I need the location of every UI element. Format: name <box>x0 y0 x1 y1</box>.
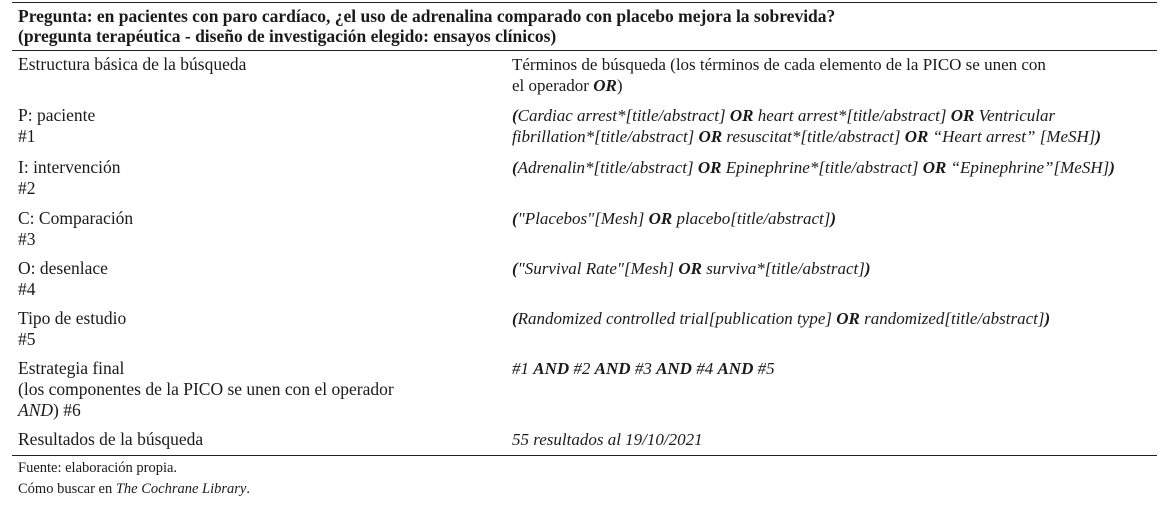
results-row <box>12 429 1157 454</box>
terms-line <box>512 258 1157 279</box>
results-label: Resultados de la búsqueda <box>18 429 204 449</box>
operator-token: OR <box>836 309 860 328</box>
pico-cell <box>12 308 512 358</box>
table-row <box>12 105 1157 157</box>
pico-label: C: Comparación <box>18 208 134 228</box>
term-text: surviva*[title/abstract] <box>701 259 865 278</box>
column-header-structure: Estructura básica de la búsqueda <box>18 54 247 74</box>
column-header-terms <box>512 54 1157 105</box>
term-text: Randomized controlled trial[publication type] <box>517 309 837 328</box>
footer-library-name: The Cochrane Library <box>115 481 247 497</box>
footer-howto <box>18 480 250 498</box>
pico-label: P: paciente <box>18 105 96 125</box>
operator-token: ) <box>1044 309 1051 328</box>
pico-label: I: intervención <box>18 157 121 177</box>
column-header-terms-line-2 <box>512 75 1157 96</box>
operator-token: ( <box>512 309 518 328</box>
operator-token: ) <box>1109 158 1115 177</box>
operator-token: OR <box>678 259 702 278</box>
terms-cell <box>512 308 1157 358</box>
table-header-row <box>12 54 1157 105</box>
terms-cell <box>512 258 1157 308</box>
pico-number: #5 <box>18 329 36 349</box>
terms-line <box>512 208 1157 229</box>
pico-label: O: desenlace <box>18 258 108 278</box>
operator-token: OR <box>697 158 722 177</box>
strategy-number: ) #6 <box>53 400 81 420</box>
table-row <box>12 358 1157 429</box>
operator-token: AND <box>594 359 631 378</box>
table-row <box>12 208 1157 258</box>
term-text: “Heart arrest” [MeSH] <box>928 127 1096 146</box>
terms-cell <box>512 358 1157 429</box>
term-text: “Epinephrine”[MeSH] <box>946 158 1110 177</box>
operator-token: OR <box>922 158 947 177</box>
operator-token: OR <box>698 127 723 146</box>
pico-label: Tipo de estudio <box>18 308 127 328</box>
pico-number: #3 <box>18 229 36 249</box>
terms-cell <box>512 105 1157 157</box>
term-text: fibrillation*[title/abstract] <box>512 127 699 146</box>
pico-cell <box>12 258 512 308</box>
operator-token: AND <box>533 359 570 378</box>
operator-token: ) <box>864 259 871 278</box>
operator-or: OR <box>593 76 617 95</box>
term-text: heart arrest*[title/abstract] <box>753 106 951 125</box>
operator-token: ) <box>1095 127 1102 146</box>
terms-line <box>512 358 1157 379</box>
terms-line <box>512 105 1157 126</box>
terms-line <box>512 157 1157 178</box>
operator-token: ( <box>512 106 518 125</box>
strategy-note-line-1: (los componentes de la PICO se unen con el operador <box>18 379 394 399</box>
operator-token: OR <box>950 106 975 125</box>
term-text: Cardiac arrest*[title/abstract] <box>517 106 730 125</box>
term-text: #5 <box>753 359 775 378</box>
header-text: el operador <box>512 76 594 95</box>
term-text: #3 <box>630 359 657 378</box>
pico-number: #2 <box>18 178 36 198</box>
operator-token: ( <box>512 158 518 177</box>
term-text: Ventricular <box>974 106 1056 125</box>
operator-token: ( <box>512 209 518 228</box>
terms-cell <box>512 157 1157 208</box>
terms-line <box>512 126 1157 147</box>
question-line-1: Pregunta: en pacientes con paro cardíaco, ¿el uso de adrenalina comparado con placebo mejora la sobrevida? <box>18 6 836 26</box>
term-text: randomized[title/abstract] <box>859 309 1045 328</box>
operator-token: ( <box>512 259 518 278</box>
term-text: #2 <box>569 359 595 378</box>
pico-number: #1 <box>18 126 36 146</box>
operator-token: ) <box>830 209 837 228</box>
terms-cell <box>512 208 1157 258</box>
search-strategy-table <box>12 54 1157 454</box>
footer-period: . <box>246 481 250 497</box>
question-line-2: (pregunta terapéutica - diseño de investigación elegido: ensayos clínicos) <box>18 26 557 46</box>
footer-howto-text: Cómo buscar en <box>18 481 116 497</box>
operator-and: AND <box>18 400 53 420</box>
pico-cell <box>12 208 512 258</box>
results-value: 55 resultados al 19/10/2021 <box>512 430 703 449</box>
pico-number: #4 <box>18 279 36 299</box>
strategy-note-line-2 <box>18 400 512 421</box>
table-row <box>12 157 1157 208</box>
table-row <box>12 308 1157 358</box>
pico-cell <box>12 105 512 157</box>
operator-token: OR <box>729 106 754 125</box>
term-text: "Placebos"[Mesh] <box>517 209 649 228</box>
table-row <box>12 258 1157 308</box>
column-header-terms-line-1: Términos de búsqueda (los términos de cada elemento de la PICO se unen con <box>512 55 1046 74</box>
operator-token: AND <box>656 359 692 378</box>
term-text: #1 <box>512 359 534 378</box>
term-text: placebo[title/abstract] <box>672 209 831 228</box>
term-text: resuscitat*[title/abstract] <box>722 127 905 146</box>
header-text: ) <box>616 76 623 95</box>
terms-line <box>512 308 1157 329</box>
term-text: #4 <box>691 359 718 378</box>
operator-token: OR <box>648 209 673 228</box>
term-text: Epinephrine*[title/abstract] <box>721 158 923 177</box>
question-header <box>12 2 1157 51</box>
operator-token: AND <box>717 359 754 378</box>
pico-cell <box>12 157 512 208</box>
table-bottom-rule <box>12 455 1157 456</box>
term-text: Adrenalin*[title/abstract] <box>517 158 698 177</box>
footer-source: Fuente: elaboración propia. <box>18 460 178 476</box>
term-text: "Survival Rate"[Mesh] <box>517 259 679 278</box>
operator-token: OR <box>904 127 929 146</box>
pico-cell <box>12 358 512 429</box>
pico-label: Estrategia final <box>18 358 125 378</box>
